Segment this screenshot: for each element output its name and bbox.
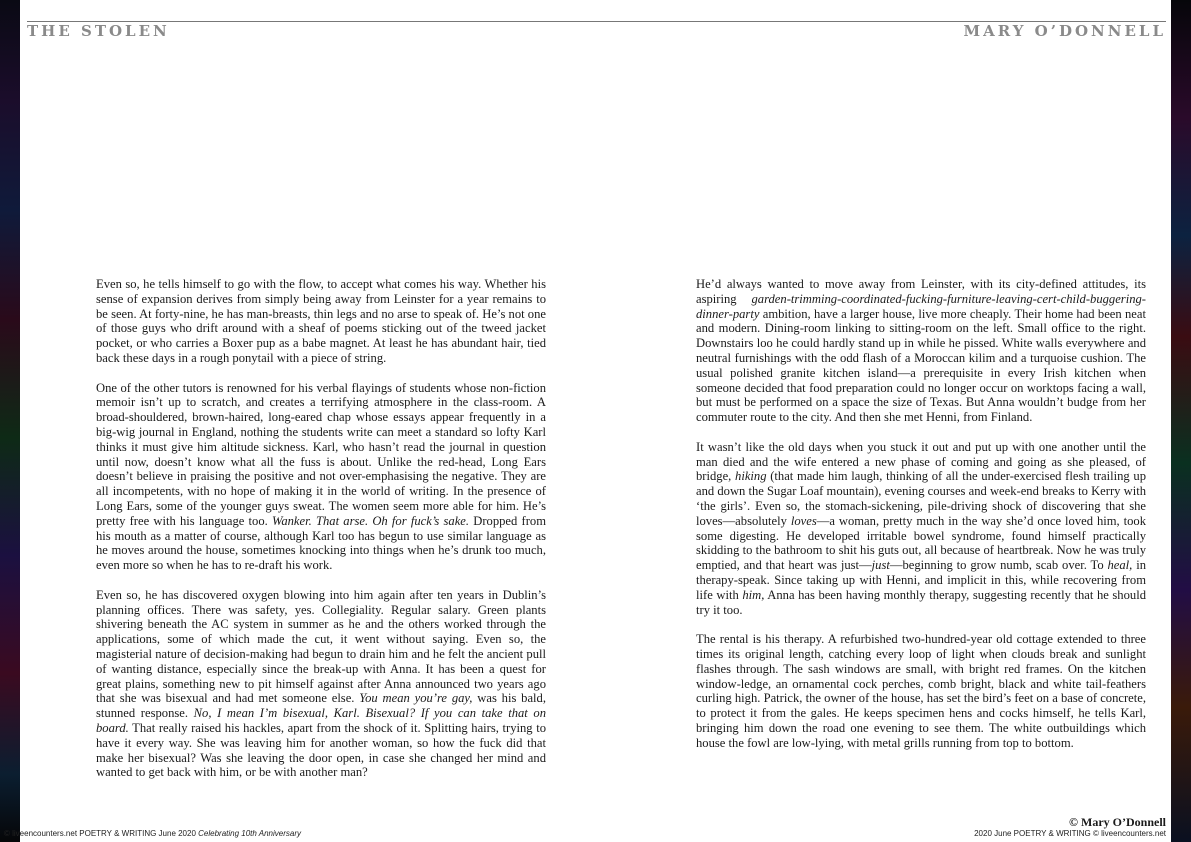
author-credit: © Mary O’Donnell bbox=[1069, 815, 1166, 829]
footer-left: © liveencounters.net POETRY & WRITING June 2020 Celebrating 10th Anniversary bbox=[4, 829, 302, 838]
paragraph: Even so, he has discovered oxygen blowing into him again after ten years in Dublin’s planning offices. There was safety, yes. Collegiality. Regular salary. Green plants shivering beneath the AC system in summer as he and the others worked through the applications, some of which made the cut, it went without saying. Even so, the magisterial nature of decision-making had begun to drain him and he felt the ancient pull of wanting distance, especially since the break-up with Anna. It has been a quest for great plains, something new to pit himself against after Anna announced two years ago that she was bisexual and had met someone else. You mean you’re gay, was his bald, stunned response. No, I mean I’m bisexual, Karl. Bisexual? If you can take that on board. That really raised his hackles, apart from the shock of it. Splitting hairs, trying to have it every way. She was leaving him for another woman, so how the fuck did that make her bisexual? Was she leaving the door open, in case she changed her mind and wanted to get back with him, or be with another man? bbox=[96, 587, 546, 780]
left-column bbox=[96, 277, 546, 795]
footer-right: 2020 June POETRY & WRITING © liveencounters.net bbox=[974, 829, 1166, 838]
paragraph: The rental is his therapy. A refurbished two-hundred-year old cottage extended to three times its original length, catching every loop of light when clouds break and sunlight flashes through. The sash windows are small, with bright red frames. On the kitchen window-ledge, an ornamental cock perches, comb bright, black and white tail-feathers curling high. Patrick, the owner of the house, has set the bird’s feet on a base of concrete, to protect it from the gales. He keeps specimen hens and cocks himself, he tells Karl, bringing him down the road one evening to see them. The white outbuildings which house the fowl are low-lying, with metal grills running from top to bottom. bbox=[696, 632, 1146, 750]
left-edge-decoration bbox=[0, 0, 20, 842]
paragraph: One of the other tutors is renowned for his verbal flayings of students whose non-fiction memoir isn’t up to scratch, and creates a terrifying atmosphere in the class-room. A broad-shouldered, brown-haired, long-eared chap whose essays appear frequently in a big-wig journal in England, nothing the students write can meet a standard so lofty Karl thinks it must give him altitude sickness. Karl, who hasn’t read the journal in question until now, doesn’t know what all the fuss is about. Unlike the red-head, Long Ears doesn’t believe in praising the positive and not over-emphasising the negative. They are all incompetents, with no hope of making it in the world of writing. In the presence of Long Ears, some of the younger guys sweat. The women seem more able for him. He’s pretty free with his language too. Wanker. That arse. Oh for fuck’s sake. Dropped from his mouth as a matter of course, although Karl too has begun to use similar language as he moves around the house, sometimes knocking into things when he’s drunk too much, even more so when he has to re-draft his work. bbox=[96, 380, 546, 573]
running-author: MARY O’DONNELL bbox=[963, 22, 1166, 40]
paragraph: Even so, he tells himself to go with the flow, to accept what comes his way. Whether his sense of expansion derives from simply being away from Leinster for a year remains to be seen. At forty-nine, he has man-breasts, thin legs and no arse to speak of. He’s not one of those guys who drift around with a sheaf of poems sticking out of the tweed jacket pocket, or who carries a Boxer pup as a babe magnet. At least he has abundant hair, tied back these days in a rough ponytail with a piece of string. bbox=[96, 277, 546, 365]
right-column bbox=[696, 277, 1146, 765]
right-edge-decoration bbox=[1171, 0, 1191, 842]
paragraph: It wasn’t like the old days when you stuck it out and put up with one another until the man died and the wife entered a new phase of coming and going as she pleased, of bridge, hiking (that made him laugh, thinking of all the under-exercised flesh trailing up and down the Sugar Loaf mountain), evening courses and week-end breaks to Kerry with ‘the girls’. Even so, the stomach-sickening, pile-driving shock of discovering that she loves—absolutely loves—a woman, pretty much in the way she’d once loved him, took some digesting. He developed irritable bowel syndrome, found himself practically skidding to the bathroom to shit his guts out, all because of heartbreak. Now he was truly emptied, and that heart was just—just—beginning to grow numb, scab over. To heal, in therapy-speak. Since taking up with Henni, and implicit in this, while recovering from life with him, Anna has been having monthly therapy, suggesting recently that he should try it too. bbox=[696, 439, 1147, 617]
paragraph: He’d always wanted to move away from Leinster, with its city-defined attitudes, its aspiring garden-trimming-coordinated-fucking-furniture-leaving-cert-child-buggering-dinner-party ambition, have a larger house, live more cheaply. Their home had been neat and modern. Dining-room linking to sitting-room on the left. Small office to the right. Downstairs loo he could hardly stand up in while he pissed. White walls everywhere and neutral furnishings with the odd flash of a Moroccan kilim and a turquoise cushion. The usual polished granite kitchen island—a prerequisite in every Irish kitchen when someone decided that food preparation could no longer occur on worktops facing a wall, but must be performed on a space the size of Texas. But Anna wouldn’t budge from her commuter route to the city. And then she met Henni, from Finland. bbox=[696, 277, 1146, 425]
running-title: THE STOLEN bbox=[27, 22, 170, 40]
